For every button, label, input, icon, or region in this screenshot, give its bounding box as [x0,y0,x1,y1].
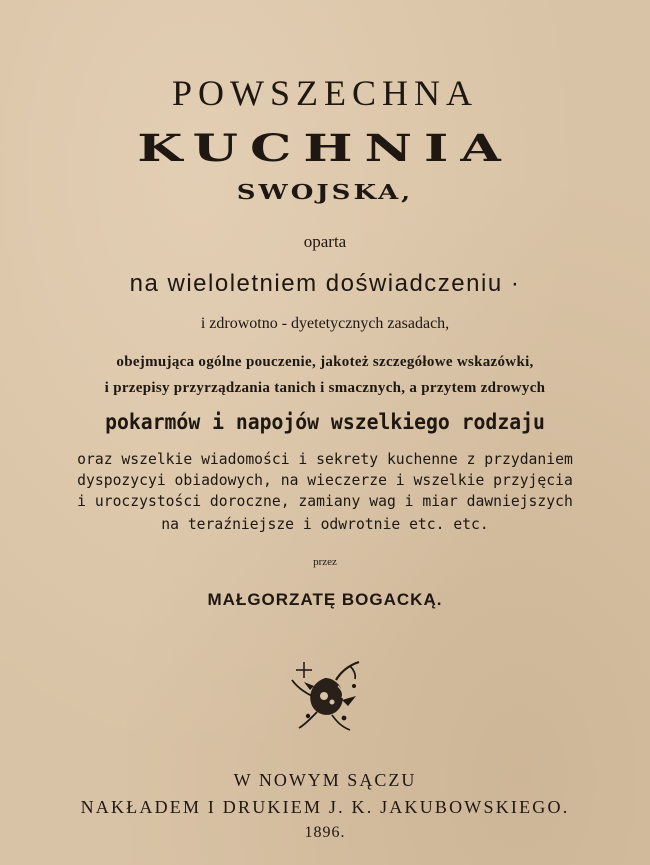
description-line-2: i przepisy przyrządzania tanich i smacznych, a przytem zdrowych [104,380,546,396]
description-line-3: oraz wszelkie wiadomości i sekrety kuchenne z przydaniem [77,450,573,468]
title-line-kuchnia: KUCHNIA [137,126,513,171]
description-line-5: i uroczystości doroczne, zamiany wag i miar dawniejszych [77,492,573,510]
description-line-1: obejmująca ogólne pouczenie, jakoteż szczegółowe wskazówki, [116,354,534,370]
floral-ornament-icon [284,656,366,738]
imprint-year: 1896. [304,824,346,841]
subtitle-experience: na wieloletniem doświadczeniu · [129,270,521,297]
subtitle-oparta: oparta [303,232,347,251]
description-line-4: dyspozycyi obiadowych, na wieczerze i wszelkie przyjęcia [77,471,573,489]
imprint-publisher: NAKŁADEM I DRUKIEM J. K. JAKUBOWSKIEGO. [80,797,570,817]
author-name: MAŁGORZATĘ BOGACKĄ. [207,590,443,609]
description-highlight: pokarmów i napojów wszelkiego rodzaju [105,410,545,434]
title-line-powszechna: POWSZECHNA [171,73,478,113]
title-line-swojska: SWOJSKA, [236,181,414,205]
subtitle-principles: i zdrowotno - dyetetycznych zasadach, [200,315,450,332]
description-line-6: na teraźniejsze i odwrotnie etc. etc. [161,515,489,533]
imprint-place: W NOWYM SĄCZU [233,770,417,790]
author-by: przez [313,556,337,568]
